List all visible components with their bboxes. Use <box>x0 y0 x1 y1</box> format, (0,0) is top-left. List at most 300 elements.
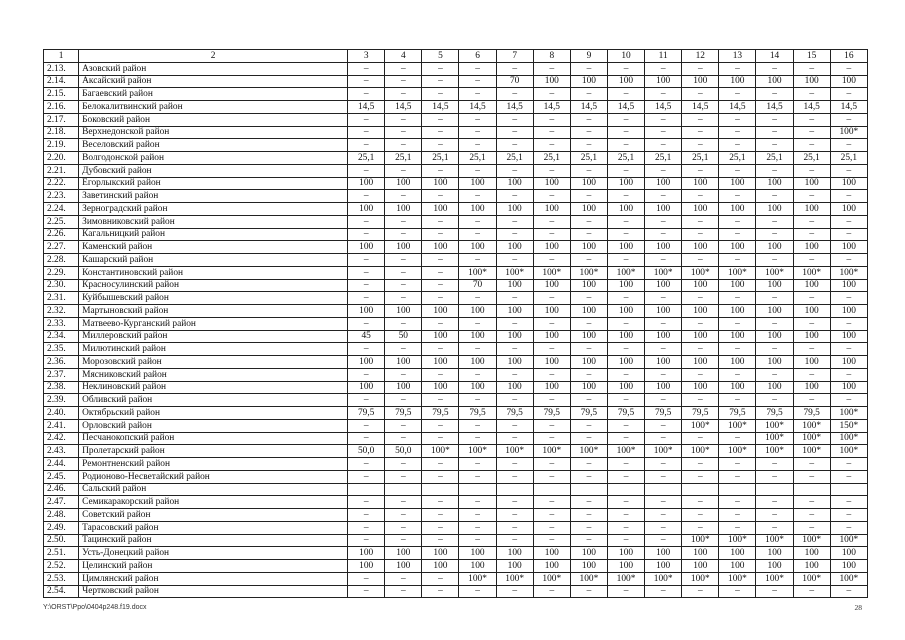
district-name: Родионово-Несветайский район <box>79 470 348 483</box>
value-cell: – <box>422 279 459 292</box>
value-cell: 25,1 <box>830 152 867 165</box>
value-cell: – <box>607 88 644 101</box>
row-number: 2.41. <box>44 419 79 432</box>
value-cell: 50,0 <box>348 445 385 458</box>
value-cell: 100 <box>756 203 793 216</box>
value-cell: – <box>385 534 422 547</box>
value-cell: – <box>682 164 719 177</box>
value-cell: 100 <box>385 177 422 190</box>
table-row <box>44 203 868 216</box>
value-cell: – <box>533 585 570 598</box>
value-cell: – <box>348 496 385 509</box>
value-cell: 50 <box>385 330 422 343</box>
column-header-15: 15 <box>793 50 830 63</box>
value-cell: – <box>459 164 496 177</box>
value-cell: – <box>422 317 459 330</box>
value-cell: 14,5 <box>570 101 607 114</box>
value-cell: 100 <box>607 356 644 369</box>
value-cell: – <box>496 368 533 381</box>
value-cell: – <box>533 215 570 228</box>
value-cell: – <box>756 458 793 471</box>
table-row <box>44 343 868 356</box>
value-cell: 100 <box>385 356 422 369</box>
district-name: Азовский район <box>79 62 348 75</box>
value-cell: 79,5 <box>496 407 533 420</box>
value-cell: 100 <box>422 177 459 190</box>
value-cell: 100* <box>719 419 756 432</box>
value-cell: – <box>496 496 533 509</box>
value-cell: 100* <box>793 266 830 279</box>
value-cell: 100 <box>459 203 496 216</box>
value-cell: – <box>793 126 830 139</box>
value-cell: – <box>793 470 830 483</box>
value-cell: – <box>645 458 682 471</box>
column-header-5: 5 <box>422 50 459 63</box>
value-cell: 25,1 <box>422 152 459 165</box>
row-number: 2.39. <box>44 394 79 407</box>
value-cell: – <box>385 432 422 445</box>
value-cell: 79,5 <box>422 407 459 420</box>
value-cell: – <box>385 368 422 381</box>
value-cell: – <box>756 394 793 407</box>
value-cell: – <box>719 254 756 267</box>
table-row <box>44 317 868 330</box>
district-name: Константиновский район <box>79 266 348 279</box>
value-cell: – <box>682 139 719 152</box>
row-number: 2.33. <box>44 317 79 330</box>
district-name: Веселовский район <box>79 139 348 152</box>
value-cell: 25,1 <box>793 152 830 165</box>
value-cell: – <box>459 228 496 241</box>
district-name: Тацинский район <box>79 534 348 547</box>
value-cell: 100 <box>830 381 867 394</box>
table-row <box>44 164 868 177</box>
value-cell: – <box>682 368 719 381</box>
value-cell: – <box>719 62 756 75</box>
value-cell: 79,5 <box>607 407 644 420</box>
value-cell: 14,5 <box>533 101 570 114</box>
value-cell: – <box>756 190 793 203</box>
value-cell: – <box>570 139 607 152</box>
value-cell: 100 <box>645 203 682 216</box>
value-cell: 100* <box>682 266 719 279</box>
value-cell: 100 <box>682 241 719 254</box>
column-header-6: 6 <box>459 50 496 63</box>
value-cell: – <box>496 254 533 267</box>
value-cell: 100* <box>459 445 496 458</box>
value-cell: – <box>459 62 496 75</box>
row-number: 2.52. <box>44 560 79 573</box>
value-cell: – <box>607 458 644 471</box>
district-name: Усть-Донецкий район <box>79 547 348 560</box>
value-cell: – <box>682 458 719 471</box>
value-cell: – <box>348 521 385 534</box>
value-cell: – <box>756 88 793 101</box>
value-cell: 100 <box>422 547 459 560</box>
value-cell: 100* <box>793 445 830 458</box>
value-cell: – <box>348 394 385 407</box>
value-cell: – <box>645 343 682 356</box>
district-name: Орловский район <box>79 419 348 432</box>
value-cell: 100 <box>607 547 644 560</box>
value-cell: 25,1 <box>533 152 570 165</box>
value-cell: – <box>682 585 719 598</box>
value-cell: – <box>682 292 719 305</box>
value-cell: – <box>385 164 422 177</box>
value-cell: – <box>793 368 830 381</box>
value-cell: – <box>645 88 682 101</box>
value-cell: – <box>496 164 533 177</box>
row-number: 2.47. <box>44 496 79 509</box>
value-cell: 100 <box>830 203 867 216</box>
value-cell: – <box>422 266 459 279</box>
value-cell: – <box>348 317 385 330</box>
value-cell: – <box>496 470 533 483</box>
value-cell: – <box>422 164 459 177</box>
value-cell: – <box>645 509 682 522</box>
value-cell: – <box>496 343 533 356</box>
value-cell: 100 <box>496 356 533 369</box>
value-cell: 100 <box>682 75 719 88</box>
value-cell: – <box>459 317 496 330</box>
value-cell: 100* <box>645 266 682 279</box>
column-header-14: 14 <box>756 50 793 63</box>
value-cell: – <box>570 368 607 381</box>
value-cell: 100* <box>719 266 756 279</box>
value-cell: 100 <box>830 330 867 343</box>
value-cell: 100 <box>756 381 793 394</box>
value-cell: – <box>719 368 756 381</box>
value-cell: 100 <box>570 330 607 343</box>
value-cell: 100 <box>756 356 793 369</box>
table-row <box>44 330 868 343</box>
value-cell: 25,1 <box>459 152 496 165</box>
value-cell: 100* <box>830 572 867 585</box>
row-number: 2.34. <box>44 330 79 343</box>
value-cell: 100* <box>496 572 533 585</box>
value-cell: – <box>533 292 570 305</box>
value-cell: – <box>385 126 422 139</box>
value-cell: – <box>422 368 459 381</box>
value-cell: – <box>348 215 385 228</box>
value-cell: – <box>385 75 422 88</box>
value-cell: – <box>422 113 459 126</box>
row-number: 2.46. <box>44 483 79 496</box>
value-cell: – <box>459 139 496 152</box>
value-cell: 100* <box>496 266 533 279</box>
value-cell: – <box>607 254 644 267</box>
value-cell: – <box>719 470 756 483</box>
row-number: 2.53. <box>44 572 79 585</box>
row-number: 2.48. <box>44 509 79 522</box>
value-cell: 100 <box>422 560 459 573</box>
value-cell: – <box>348 139 385 152</box>
value-cell: 100 <box>496 560 533 573</box>
value-cell: 100 <box>756 305 793 318</box>
district-name: Куйбышевский район <box>79 292 348 305</box>
value-cell: – <box>830 139 867 152</box>
value-cell: – <box>719 88 756 101</box>
value-cell: – <box>793 190 830 203</box>
value-cell: – <box>422 190 459 203</box>
value-cell: – <box>496 394 533 407</box>
value-cell: 100 <box>459 381 496 394</box>
value-cell: 100 <box>793 356 830 369</box>
value-cell: – <box>793 521 830 534</box>
value-cell: 79,5 <box>645 407 682 420</box>
value-cell: – <box>348 534 385 547</box>
table-row <box>44 254 868 267</box>
value-cell: 100 <box>830 279 867 292</box>
value-cell: 100* <box>682 419 719 432</box>
value-cell: – <box>385 496 422 509</box>
value-cell: – <box>682 432 719 445</box>
value-cell: – <box>570 292 607 305</box>
value-cell: 14,5 <box>385 101 422 114</box>
value-cell: 100 <box>385 547 422 560</box>
row-number: 2.18. <box>44 126 79 139</box>
value-cell: – <box>756 254 793 267</box>
value-cell: – <box>607 113 644 126</box>
value-cell: 100 <box>645 177 682 190</box>
column-header-16: 16 <box>830 50 867 63</box>
value-cell: – <box>570 88 607 101</box>
value-cell: 100 <box>682 177 719 190</box>
value-cell: 14,5 <box>459 101 496 114</box>
table-row <box>44 241 868 254</box>
value-cell: 100* <box>756 572 793 585</box>
value-cell <box>385 483 422 496</box>
row-number: 2.16. <box>44 101 79 114</box>
value-cell: 100* <box>830 407 867 420</box>
value-cell: – <box>570 126 607 139</box>
value-cell: 100 <box>645 330 682 343</box>
value-cell: – <box>793 139 830 152</box>
district-name: Мясниковский район <box>79 368 348 381</box>
district-name: Ремонтненский район <box>79 458 348 471</box>
value-cell: 100 <box>719 381 756 394</box>
value-cell: – <box>533 368 570 381</box>
value-cell: – <box>570 215 607 228</box>
value-cell: 100 <box>830 75 867 88</box>
value-cell: – <box>830 62 867 75</box>
value-cell: 100 <box>645 75 682 88</box>
value-cell: 100 <box>496 241 533 254</box>
value-cell: – <box>682 343 719 356</box>
value-cell: – <box>645 496 682 509</box>
value-cell: 50,0 <box>385 445 422 458</box>
value-cell: – <box>422 228 459 241</box>
table-row <box>44 75 868 88</box>
value-cell: 14,5 <box>719 101 756 114</box>
value-cell: 100 <box>756 177 793 190</box>
value-cell: – <box>496 215 533 228</box>
value-cell: – <box>830 470 867 483</box>
value-cell: 100 <box>682 203 719 216</box>
value-cell: – <box>607 496 644 509</box>
value-cell <box>793 483 830 496</box>
value-cell: 100 <box>719 560 756 573</box>
value-cell: – <box>830 215 867 228</box>
value-cell: – <box>682 190 719 203</box>
value-cell: 100 <box>756 279 793 292</box>
value-cell: 45 <box>348 330 385 343</box>
table-row <box>44 305 868 318</box>
value-cell: 100 <box>348 381 385 394</box>
value-cell: – <box>645 113 682 126</box>
value-cell: – <box>607 139 644 152</box>
row-number: 2.51. <box>44 547 79 560</box>
district-name: Кашарский район <box>79 254 348 267</box>
value-cell: – <box>422 572 459 585</box>
value-cell: 14,5 <box>607 101 644 114</box>
value-cell: – <box>496 419 533 432</box>
value-cell: – <box>682 228 719 241</box>
column-header-4: 4 <box>385 50 422 63</box>
value-cell: 100 <box>682 279 719 292</box>
value-cell: – <box>682 394 719 407</box>
column-header-9: 9 <box>570 50 607 63</box>
value-cell: – <box>533 343 570 356</box>
value-cell: – <box>385 279 422 292</box>
value-cell: 25,1 <box>385 152 422 165</box>
value-cell: 100 <box>719 547 756 560</box>
value-cell: – <box>496 126 533 139</box>
row-number: 2.28. <box>44 254 79 267</box>
value-cell: 100 <box>570 75 607 88</box>
value-cell: – <box>422 139 459 152</box>
value-cell: 100 <box>496 177 533 190</box>
district-name: Боковский район <box>79 113 348 126</box>
table-row <box>44 521 868 534</box>
value-cell: – <box>793 394 830 407</box>
value-cell: 100 <box>422 241 459 254</box>
value-cell: 100 <box>756 560 793 573</box>
district-name: Неклиновский район <box>79 381 348 394</box>
value-cell: – <box>348 279 385 292</box>
table-row <box>44 547 868 560</box>
value-cell: – <box>607 317 644 330</box>
value-cell: – <box>756 139 793 152</box>
value-cell: – <box>570 164 607 177</box>
value-cell: – <box>385 113 422 126</box>
value-cell: 100 <box>645 560 682 573</box>
value-cell: – <box>830 585 867 598</box>
row-number: 2.31. <box>44 292 79 305</box>
value-cell: 100 <box>645 305 682 318</box>
row-number: 2.36. <box>44 356 79 369</box>
value-cell: 100 <box>459 356 496 369</box>
value-cell: 100 <box>385 560 422 573</box>
value-cell: 100* <box>682 572 719 585</box>
table-row <box>44 496 868 509</box>
value-cell: 100 <box>570 356 607 369</box>
value-cell: – <box>645 317 682 330</box>
value-cell: 100 <box>830 356 867 369</box>
table-row <box>44 266 868 279</box>
value-cell: – <box>607 534 644 547</box>
value-cell: – <box>756 164 793 177</box>
row-number: 2.27. <box>44 241 79 254</box>
value-cell: – <box>645 139 682 152</box>
value-cell: – <box>422 343 459 356</box>
value-cell: – <box>607 126 644 139</box>
value-cell: 100* <box>756 534 793 547</box>
value-cell: 14,5 <box>496 101 533 114</box>
value-cell: – <box>459 190 496 203</box>
value-cell: – <box>570 228 607 241</box>
row-number: 2.35. <box>44 343 79 356</box>
district-name: Морозовский район <box>79 356 348 369</box>
value-cell: – <box>830 509 867 522</box>
value-cell: – <box>422 62 459 75</box>
value-cell: 100 <box>533 203 570 216</box>
district-name: Целинский район <box>79 560 348 573</box>
district-name: Багаевский район <box>79 88 348 101</box>
value-cell: 100 <box>607 381 644 394</box>
value-cell: 79,5 <box>793 407 830 420</box>
value-cell: 100 <box>459 177 496 190</box>
value-cell: – <box>422 254 459 267</box>
value-cell: – <box>459 292 496 305</box>
value-cell: – <box>719 394 756 407</box>
value-cell: – <box>533 419 570 432</box>
value-cell: – <box>682 113 719 126</box>
value-cell: – <box>570 521 607 534</box>
value-cell: 100 <box>793 203 830 216</box>
value-cell: – <box>756 585 793 598</box>
value-cell: – <box>645 126 682 139</box>
value-cell: – <box>533 164 570 177</box>
value-cell: – <box>570 496 607 509</box>
value-cell: 100 <box>719 241 756 254</box>
value-cell: – <box>570 62 607 75</box>
table-row <box>44 113 868 126</box>
value-cell: – <box>682 62 719 75</box>
value-cell: – <box>459 534 496 547</box>
value-cell: – <box>570 432 607 445</box>
value-cell: – <box>645 62 682 75</box>
value-cell: – <box>533 126 570 139</box>
value-cell: 100 <box>793 75 830 88</box>
value-cell: 100 <box>385 381 422 394</box>
row-number: 2.20. <box>44 152 79 165</box>
value-cell: – <box>422 458 459 471</box>
value-cell: 25,1 <box>756 152 793 165</box>
district-name: Пролетарский район <box>79 445 348 458</box>
table-row <box>44 228 868 241</box>
value-cell: – <box>607 190 644 203</box>
value-cell: – <box>793 215 830 228</box>
value-cell: 14,5 <box>756 101 793 114</box>
value-cell: 14,5 <box>682 101 719 114</box>
value-cell: 100 <box>348 177 385 190</box>
value-cell: 100* <box>459 266 496 279</box>
value-cell: 100 <box>385 203 422 216</box>
value-cell: – <box>533 394 570 407</box>
value-cell: – <box>830 394 867 407</box>
value-cell: – <box>719 228 756 241</box>
table-row <box>44 279 868 292</box>
value-cell: – <box>682 509 719 522</box>
row-number: 2.23. <box>44 190 79 203</box>
table-row <box>44 62 868 75</box>
value-cell: 100 <box>830 305 867 318</box>
value-cell: – <box>459 113 496 126</box>
value-cell: – <box>719 215 756 228</box>
value-cell: – <box>645 394 682 407</box>
value-cell: – <box>459 585 496 598</box>
